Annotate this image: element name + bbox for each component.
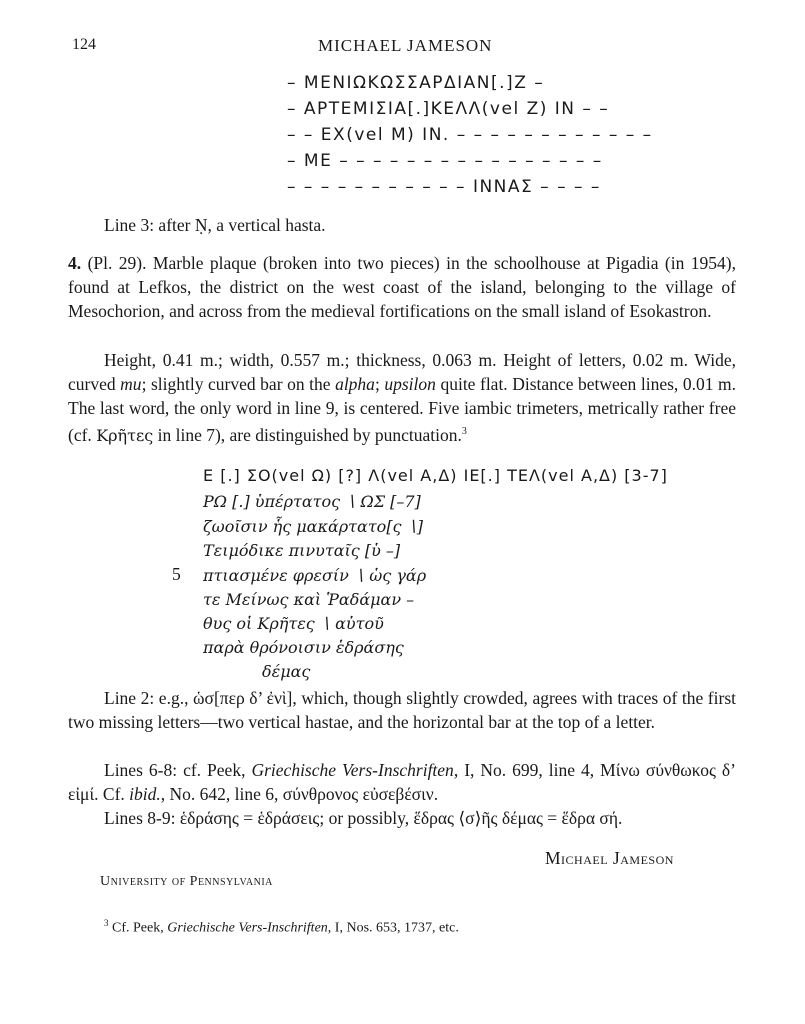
inscription-line-8: παρὰ θρόνοισιν ἑδράσης <box>203 638 404 657</box>
inscription-line-5: πτιασμένε φρεσίν ∖ ὡς γάρ <box>203 566 427 585</box>
epigraphic-line-2: – ΑΡΤΕΜΙΣΙΑ[.]ΚΕΛΛ(vel Ζ) ΙΝ – – <box>287 99 610 119</box>
inscription-line-1: Ε [.] ΣΟ(vel Ω) [?] Λ(vel Α,Δ) ΙΕ[.] ΤΕΛ(vel Α,Δ) [3-7] <box>203 466 668 485</box>
epigraphic-line-4: – ΜΕ – – – – – – – – – – – – – – – – <box>287 151 603 171</box>
book-title: Griechische Vers-Inschriften <box>251 760 454 780</box>
epigraphic-line-5: – – – – – – – – – – – ΙΝΝΑΣ – – – – <box>287 177 601 197</box>
footnote-marker: 3 <box>104 918 109 928</box>
inscription-line-2: ΡΩ [.] ὑπέρτατος ∖ ΩΣ [–7] <box>203 492 421 511</box>
entry-4-measurements <box>68 348 736 448</box>
measurements-text-a: Height, 0.41 m.; width, 0.557 m.; thickness, 0.063 m. Height of letters, 0.02 m. Wide, curved <box>68 350 736 394</box>
greek-kretes: Κρῆτες <box>96 425 154 445</box>
measurements-text-e: in line 7), are distinguished by punctuation. <box>157 424 462 445</box>
term-upsilon: upsilon <box>384 374 436 394</box>
footnote-ref-3: 3 <box>461 426 467 437</box>
term-alpha: alpha <box>335 374 375 394</box>
inscription-line-7: θυς οἱ Κρῆτες ∖ αὐτοῦ <box>203 614 384 633</box>
epigraphic-line-1: – ΜΕΝΙΩΚΩΣΣΑΡΔΙΑΝ[.]Ζ – <box>287 73 545 93</box>
measurements-text-c: ; <box>374 374 380 394</box>
inscription-line-number-5: 5 <box>172 564 181 584</box>
commentary-lines-8-9: Lines 8-9: ἑδράσης = ἑδράσεις; or possibly, ἕδρας ⟨σ⟩ῆς δέμας = ἕδρα σή. <box>104 808 623 828</box>
note-line-3: Line 3: after Ṇ, a vertical hasta. <box>104 215 326 235</box>
epigraphic-line-3: – – ΕΧ(vel Μ) ΙΝ. – – – – – – – – – – – – <box>287 125 653 145</box>
commentary-68-b: , I, No. 699, line 4, Μίνω σύνθωκος δ’ εἰμί. Cf. <box>68 760 736 804</box>
footnote-text-a: Cf. Peek, <box>112 920 164 936</box>
measurements-text-d: quite flat. Distance between lines, 0.01 m. The last word, the only word in line 9, is centered. Five iambic trimeters, metrically rather free (cf. <box>68 374 736 445</box>
entry-number: 4. <box>68 253 82 273</box>
commentary-68-c: , No. 642, line 6, σύνθρονος εὐσεβέσιν. <box>160 784 439 804</box>
inscription-line-6: τε Μείνως καὶ Ῥαδάμαν – <box>203 590 415 609</box>
inscription-line-4: Τειμόδικε πινυταῖς [ὑ –] <box>203 541 401 560</box>
author-signature: Michael Jameson <box>545 848 674 868</box>
entry-4-description <box>68 251 736 323</box>
term-mu: mu <box>120 374 142 394</box>
inscription-line-3: ζωοῖσιν ἧς μακάρτατο[ς ∖] <box>203 517 424 536</box>
footnote-3 <box>104 918 459 937</box>
commentary-line-2: Line 2: e.g., ὡσ[περ δ’ ἐνὶ], which, though slightly crowded, agrees with traces of the first two missing letters—two vertical hastae, and the horizontal bar at the top of a letter. <box>68 688 736 732</box>
commentary-lines-6-8 <box>68 758 736 806</box>
ibid: ibid. <box>129 784 161 804</box>
footnote-text-b: , I, Nos. 653, 1737, etc. <box>327 920 459 936</box>
affiliation: University of Pennsylvania <box>100 874 273 889</box>
commentary-68-a: Lines 6-8: cf. Peek, <box>104 760 246 780</box>
measurements-text-b: ; slightly curved bar on the <box>141 374 331 394</box>
footnote-book-title: Griechische Vers-Inschriften <box>167 920 328 936</box>
entry-4-p1: (Pl. 29). Marble plaque (broken into two pieces) in the schoolhouse at Pigadia (in 1954), found at Lefkos, the district on the west coast of the island, belonging to the village of Mesochorion, and across from the medieval fortifications on the small island of Esokastron. <box>68 253 737 321</box>
page-number: 124 <box>72 36 96 53</box>
inscription-line-9: δέμας <box>262 662 311 681</box>
running-title: MICHAEL JAMESON <box>318 36 493 55</box>
